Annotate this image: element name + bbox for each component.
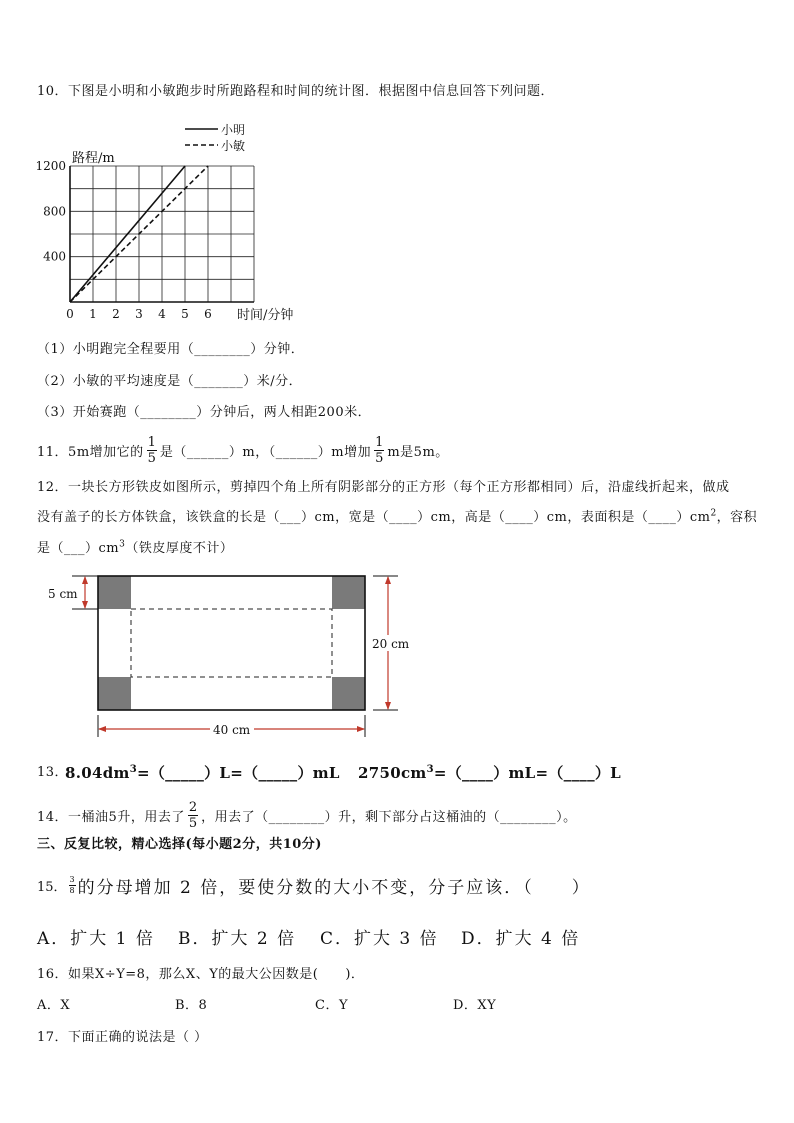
- chart-y-tick-label: 400: [43, 249, 66, 264]
- question-15: [37, 872, 591, 898]
- fraction-numerator: 3: [69, 874, 75, 884]
- q15-option-c[interactable]: C．扩大 3 倍: [320, 929, 439, 949]
- chart-legend-label-1: 小明: [221, 123, 246, 137]
- q15-number: 15．: [37, 879, 67, 895]
- q10-part-2: （2）小敏的平均速度是（_______）米/分．: [37, 374, 303, 389]
- fraction-denominator: 8: [69, 885, 75, 895]
- q17-stem: 17．下面正确的说法是（ ）: [37, 1030, 208, 1045]
- q16-stem: 16．如果X÷Y=8，那么X、Y的最大公因数是( )．: [37, 967, 365, 982]
- q12-line-3-tail: （铁皮厚度不计）: [125, 541, 234, 556]
- chart-x-tick-label: 6: [204, 307, 212, 321]
- chart-x-axis-label: 时间/分钟: [237, 308, 294, 323]
- fraction-numerator: 1: [375, 434, 384, 450]
- q14-fraction: [188, 801, 198, 830]
- q12-line-3-text: 是（___）cm: [37, 541, 120, 556]
- corner-square-top-left: [98, 576, 131, 609]
- chart-x-tick-label: 3: [135, 307, 143, 321]
- chart-x-tick-label: 2: [112, 307, 120, 321]
- corner-square-bottom-right: [332, 677, 365, 710]
- q16-option-d[interactable]: D．XY: [453, 998, 497, 1013]
- chart-x-tick-label: 1: [89, 307, 97, 321]
- fraction-numerator: 1: [147, 434, 156, 450]
- fraction-numerator: 2: [188, 799, 198, 815]
- chart-x-tick-label: 5: [181, 307, 189, 321]
- q10-part-3: （3）开始赛跑（________）分钟后，两人相距200米．: [37, 405, 372, 420]
- q13-number: 13．: [37, 765, 69, 780]
- length-dimension-label: 40 cm: [213, 723, 251, 737]
- q11-fraction-2: [374, 436, 384, 465]
- superscript: 3: [119, 539, 126, 550]
- q11-text-suffix: m是5m。: [387, 444, 449, 460]
- q12-line-3: [37, 541, 233, 557]
- q11-text-prefix: 11．5m增加它的: [37, 444, 144, 460]
- q16-option-b[interactable]: B．8: [175, 998, 208, 1013]
- fold-line-rectangle: [131, 609, 332, 677]
- q10-part-1: （1）小明跑完全程要用（________）分钟．: [37, 342, 305, 357]
- q12-line-2-tail: ，容积: [716, 510, 758, 525]
- corner-square-bottom-left: [98, 677, 131, 710]
- chart-x-tick-label: 4: [158, 307, 166, 321]
- chart-x-tick-label: 0: [66, 307, 74, 321]
- sheet-metal-diagram: [40, 565, 430, 750]
- q15-option-b[interactable]: B．扩大 2 倍: [178, 929, 297, 949]
- fraction-denominator: 5: [147, 450, 156, 466]
- question-11: [37, 435, 449, 465]
- q16-option-a[interactable]: A．X: [37, 998, 71, 1013]
- q14-text-prefix: 14．一桶油5升，用去了: [37, 809, 185, 825]
- q16-option-c[interactable]: C．Y: [315, 998, 349, 1013]
- superscript: 3: [426, 764, 434, 775]
- q13-expression-1: [65, 763, 340, 783]
- q10-stem: 10．下图是小明和小敏跑步时所跑路程和时间的统计图．根据图中信息回答下列问题．: [37, 84, 555, 99]
- superscript: 3: [129, 764, 137, 775]
- corner-dimension-label: 5 cm: [48, 587, 78, 601]
- q15-option-d[interactable]: D．扩大 4 倍: [461, 929, 581, 949]
- q15-option-a[interactable]: A．扩大 1 倍: [37, 929, 155, 949]
- q14-text-suffix: ，用去了（________）升，剩下部分占这桶油的（________）。: [201, 809, 577, 825]
- superscript: 2: [710, 508, 717, 519]
- chart-y-tick-label: 800: [43, 204, 66, 219]
- q11-text-middle: 是（______）m，（______）m增加: [159, 444, 372, 460]
- question-14: [37, 800, 577, 830]
- chart-y-tick-label: 1200: [35, 159, 66, 173]
- fraction-denominator: 5: [188, 815, 198, 831]
- section-3-title: 三、反复比较，精心选择(每小题2分，共10分): [37, 837, 322, 852]
- sheet-outline: [98, 576, 365, 710]
- q13-expr1-blanks: =（_____）L=（_____）mL: [136, 764, 340, 782]
- q12-line-2-text: 没有盖子的长方体铁盒，该铁盒的长是（___）cm，宽是（____）cm，高是（____）cm，表面积是（____）cm: [37, 510, 711, 525]
- corner-square-top-right: [332, 576, 365, 609]
- chart-legend-label-2: 小敏: [221, 139, 246, 153]
- distance-time-line-chart: [30, 118, 320, 328]
- chart-y-axis-label: 路程/m: [72, 151, 115, 166]
- height-dimension-label: 20 cm: [372, 637, 410, 651]
- q13-expression-2: [358, 763, 621, 783]
- q15-fraction: [69, 876, 76, 895]
- q11-fraction-1: [147, 436, 157, 465]
- q13-expr1-unit: 8.04dm: [65, 764, 130, 782]
- q13-expr2-unit: 2750cm: [358, 764, 427, 782]
- fraction-denominator: 5: [375, 450, 384, 466]
- q12-line-1: 12．一块长方形铁皮如图所示，剪掉四个角上所有阴影部分的正方形（每个正方形都相同）后，沿虚线折起来，做成: [37, 480, 730, 495]
- q12-line-2: [37, 510, 757, 526]
- q15-text: 的分母增加 2 倍，要使分数的大小不变，分子应该．（ ）: [77, 877, 591, 898]
- q13-expr2-blanks: =（____）mL=（____）L: [433, 764, 622, 782]
